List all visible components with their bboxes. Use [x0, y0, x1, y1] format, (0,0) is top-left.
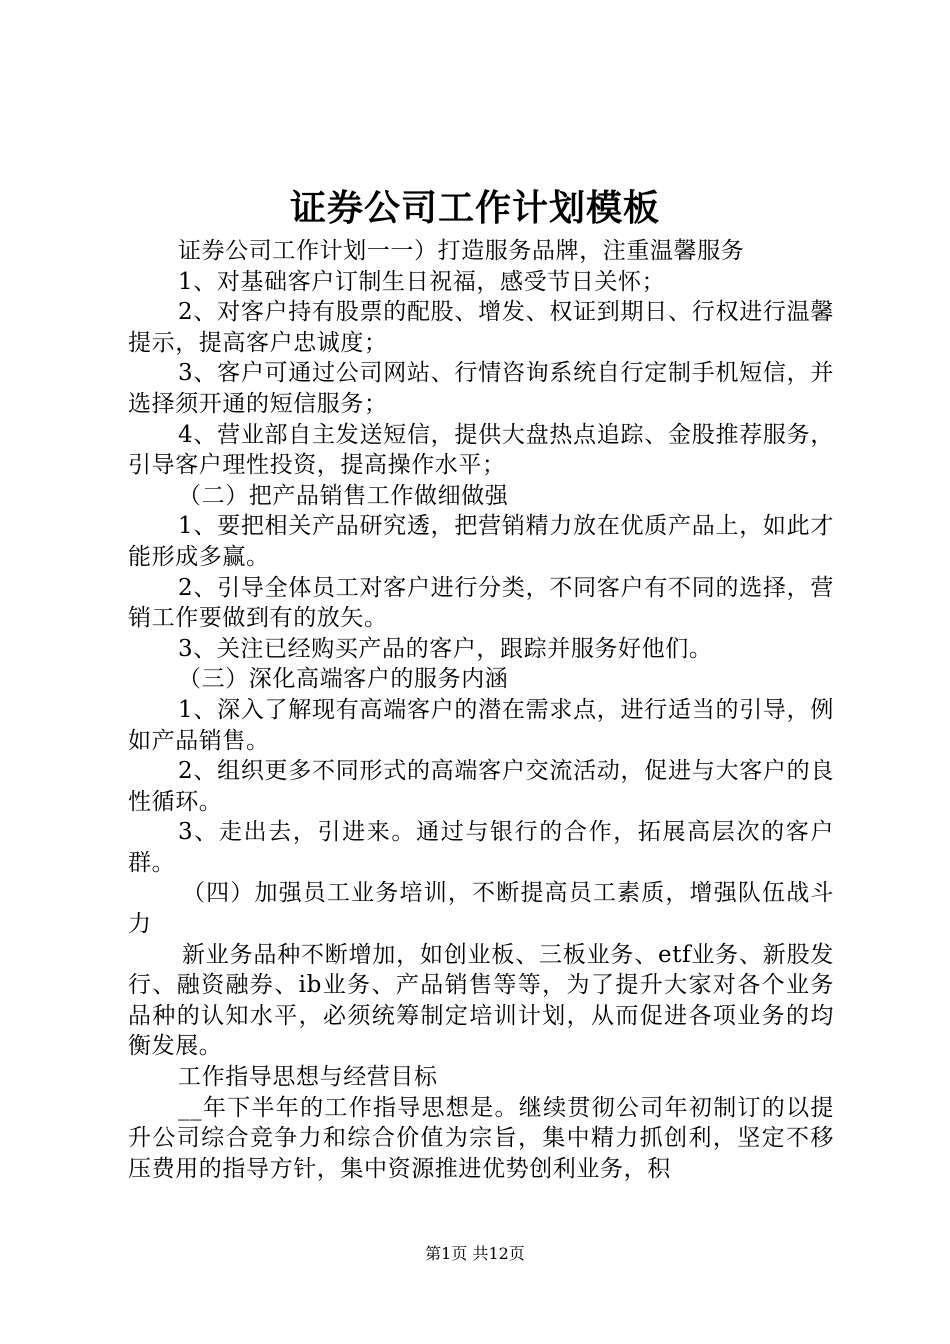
- paragraph: 2、对客户持有股票的配股、增发、权证到期日、行权进行温馨提示，提高客户忠诚度；: [128, 299, 834, 356]
- paragraph: 新业务品种不断增加，如创业板、三板业务、etf业务、新股发行、融资融券、ib业务、产品销售等等，为了提升大家对各个业务品种的认知水平，必须统筹制定培训计划，从而促进各项业务的均衡发展。: [128, 941, 834, 1060]
- paragraph: 1、对基础客户订制生日祝福，感受节日关怀；: [178, 268, 666, 295]
- paragraph: 3、客户可通过公司网站、行情咨询系统自行定制手机短信，并选择须开通的短信服务；: [128, 360, 834, 417]
- section-heading: 工作指导思想与经营目标: [178, 1064, 438, 1091]
- paragraph: 证券公司工作计划一一）打造服务品牌，注重温馨服务: [178, 238, 745, 264]
- paragraph: 1、要把相关产品研究透，把营销精力放在优质产品上，如此才能形成多赢。: [128, 513, 834, 570]
- paragraph: 2、组织更多不同形式的高端客户交流活动，促进与大客户的良性循环。: [128, 758, 834, 815]
- paragraph: 4、营业部自主发送短信，提供大盘热点追踪、金股推荐服务，引导客户理性投资，提高操作水平；: [128, 421, 834, 479]
- paragraph: 2、引导全体员工对客户进行分类，不同客户有不同的选择，营销工作要做到有的放矢。: [128, 574, 834, 632]
- section-heading: （三）深化高端客户的服务内涵: [178, 666, 509, 693]
- document-body: [128, 236, 834, 1184]
- section-heading: （二）把产品销售工作做细做强: [178, 482, 509, 509]
- paragraph: 1、深入了解现有高端客户的潜在需求点，进行适当的引导，例如产品销售。: [128, 696, 834, 754]
- paragraph: __年下半年的工作指导思想是。继续贯彻公司年初制订的以提升公司综合竞争力和综合价值为宗旨，集中精力抓创利，坚定不移压费用的指导方针，集中资源推进优势创利业务，积: [128, 1094, 834, 1182]
- paragraph: 3、关注已经购买产品的客户，跟踪并服务好他们。: [178, 635, 713, 662]
- paragraph: 3、走出去，引进来。通过与银行的合作，拓展高层次的客户群。: [128, 819, 834, 876]
- page-footer: 第1页 共12页: [425, 1244, 525, 1263]
- document-title: 证券公司工作计划模板: [289, 187, 660, 229]
- section-heading: （四）加强员工业务培训，不断提高员工素质，增强队伍战斗力: [128, 880, 834, 938]
